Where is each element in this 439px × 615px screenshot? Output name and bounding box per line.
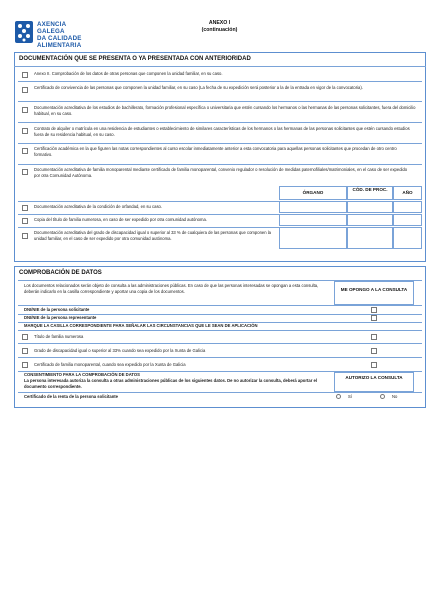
- logo-text: AXENCIA GALEGA DA CALIDADE ALIMENTARIA: [37, 21, 82, 49]
- annex-title: ANEXO I: [208, 20, 231, 26]
- oppose-dni-representante-checkbox[interactable]: [371, 315, 377, 321]
- checkbox-familia-numerosa[interactable]: [22, 218, 28, 224]
- ano-input-3[interactable]: [393, 227, 422, 249]
- consent-title: CONSENTIMIENTO PARA LA COMPROBACIÓN DE DATOS: [24, 372, 140, 377]
- authorize-header: AUTORIZO LA CONSULTA: [345, 375, 403, 380]
- dni-solicitante-label: DNI/NIE de la persona solicitante: [24, 307, 90, 312]
- ano-input-1[interactable]: [393, 201, 422, 213]
- checkbox-certificacion[interactable]: [22, 148, 28, 154]
- organo-input-2[interactable]: [279, 214, 347, 226]
- checkbox-estudios[interactable]: [22, 107, 28, 113]
- annex-heading: [0, 20, 439, 34]
- authorize-yes-radio[interactable]: [336, 394, 341, 399]
- table-item-3: Documentación acreditativa del grado de discapacidad igual o superior al 33 % de cualquiera de las personas que componen la unidad familiar, en el caso de ser expedido por otra comunidad autónoma.: [34, 230, 271, 241]
- oppose-dni-solicitante-checkbox[interactable]: [371, 307, 377, 313]
- circumstance-familia-numerosa-checkbox[interactable]: [22, 334, 28, 340]
- circumstance-discapacidad-checkbox[interactable]: [22, 348, 28, 354]
- checkbox-convivencia[interactable]: [22, 87, 28, 93]
- checkbox-alquiler[interactable]: [22, 128, 28, 134]
- oppose-familia-numerosa-checkbox[interactable]: [371, 334, 377, 340]
- header-ano: AÑO: [402, 190, 413, 195]
- checkbox-monoparental[interactable]: [22, 169, 28, 175]
- oppose-header-cell: [334, 281, 414, 305]
- table-item-1: Documentación acreditativa de la condición de orfandad, en su caso.: [34, 204, 163, 209]
- documentation-title: DOCUMENTACIÓN QUE SE PRESENTA O YA PRESENTADA CON ANTERIORIDAD: [19, 56, 251, 62]
- organo-input-3[interactable]: [279, 227, 347, 249]
- oppose-discapacidad-checkbox[interactable]: [371, 348, 377, 354]
- header-cod-proc: CÓD. DE PROC.: [352, 187, 388, 192]
- header-organo: ÓRGANO: [302, 190, 324, 195]
- cod-input-2[interactable]: [347, 214, 393, 226]
- cod-input-1[interactable]: [347, 201, 393, 213]
- circumstance-1-label: Título de familia numerosa: [34, 334, 84, 339]
- no-label: No: [392, 394, 398, 399]
- table-item-2: Copia del título de familia numerosa, en caso de ser expedido por otra comunidad autónoma.: [34, 217, 207, 222]
- dni-representante-label: DNI/NIE de la persona representante: [24, 315, 97, 320]
- consent-row-label: Certificado de la renta de la persona solicitante: [24, 394, 119, 399]
- circumstance-monoparental-checkbox[interactable]: [22, 362, 28, 368]
- organo-input-1[interactable]: [279, 201, 347, 213]
- doc-item-1: Anexo II. Comprobación de los datos de otras personas que componen la unidad familiar, en su caso.: [34, 71, 223, 76]
- checkbox-discapacidad[interactable]: [22, 233, 28, 239]
- circumstance-3-label: Certificado de familia monoparental, cuando sea expedido por la Xunta de Galicia: [34, 362, 186, 367]
- checkbox-orfandad[interactable]: [22, 205, 28, 211]
- consent-text: La persona interesada autoriza la consulta a otras administraciones públicas de los siguientes datos. De no autorizar la consulta, deberá aportar el documento correspondiente.: [24, 378, 317, 389]
- verification-intro: Los documentos relacionados serán objeto de consulta a las administraciones públicas. En caso de que las personas interesadas se opongan a esta consulta, deberán indicarlo en la casilla correspondiente y aportar una copia de los documentos.: [24, 283, 319, 294]
- oppose-monoparental-checkbox[interactable]: [371, 362, 377, 368]
- verification-title: COMPROBACIÓN DE DATOS: [19, 270, 102, 276]
- doc-item-5: Certificación académica en la que figuren las notas correspondientes al curso escolar inmediatamente anterior a esta convocatoria para aquellas personas solicitantes que procedan de otro centro formativo.: [34, 146, 397, 157]
- cod-input-3[interactable]: [347, 227, 393, 249]
- oppose-header: ME OPONGO A LA CONSULTA: [340, 287, 408, 292]
- doc-item-3: Documentación acreditativa de los estudios de bachillerato, formación profesional específica o universitaria que estén cursando los hermanos o las hermanas de las personas solicitantes, fuera del domicilio habitual, en su caso.: [34, 105, 416, 116]
- yes-label: Sí: [348, 394, 352, 399]
- doc-item-4: Contrato de alquiler o matrícula en una residencia de estudiantes o establecimiento de similares características de los hermanos o las hermanas de las personas solicitantes que estén cursando estudios fuera de su residencia habitual, en su caso.: [34, 126, 410, 137]
- doc-item-6: Documentación acreditativa de familia monoparental mediante certificado de familia monoparental, convenio regulador o resolución de medidas paternofiliales/matrimoniales, en el caso de ser expedido por otra Comunidad Autónoma.: [34, 167, 408, 178]
- circumstance-2-label: Grado de discapacidad igual o superior al 33% cuando sea expedido por la Xunta de Galicia: [34, 348, 206, 353]
- doc-item-2: Certificado de convivencia de las personas que componen la unidad familiar, en su caso (La fecha de su expedición será posterior a la de la entrada en vigor de la convocatoria).: [34, 85, 363, 90]
- checkbox-annex-ii[interactable]: [22, 72, 28, 78]
- ano-input-2[interactable]: [393, 214, 422, 226]
- mark-circumstances-title: MARQUE LA CASILLA CORRESPONDIENTE PARA SEÑALAR LAS CIRCUNSTANCIAS QUE LE SEAN DE APLICACIÓN: [24, 323, 258, 328]
- authorize-no-radio[interactable]: [380, 394, 385, 399]
- annex-subtitle: (continuación): [201, 27, 238, 33]
